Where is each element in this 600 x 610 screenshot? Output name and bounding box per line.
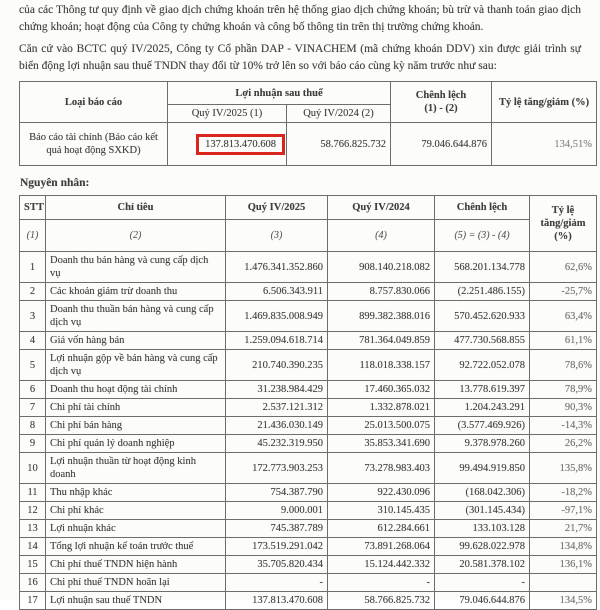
row-ty-le: 63,4%: [530, 301, 597, 332]
summary-header-q4-2025: Quý IV/2025 (1): [168, 105, 287, 123]
row-stt: 14: [20, 538, 46, 556]
row-chenh-lech: 9.378.978.260: [435, 435, 530, 453]
row-chenh-lech: (3.577.469.926): [435, 417, 530, 435]
row-q4-2025: 745.387.789: [226, 520, 328, 538]
summary-header-profit-group: Lợi nhuận sau thuế: [168, 82, 391, 105]
row-ty-le: -18,2%: [530, 484, 597, 502]
row-chenh-lech: -: [435, 574, 530, 592]
table-row: [20, 332, 597, 350]
summary-header-q4-2024: Quý IV/2024 (2): [287, 105, 391, 123]
row-ty-le: -14,3%: [530, 417, 597, 435]
table-row: [20, 252, 597, 283]
row-chenh-lech: 477.730.568.855: [435, 332, 530, 350]
table-row: [20, 417, 597, 435]
row-chi-tieu: Chi phí tài chính: [46, 399, 226, 417]
intro-paragraph-2: Căn cứ vào BCTC quý IV/2025, Công ty Cổ phần DAP - VINACHEM (mã chứng khoán DDV) xin được giải trình sự biến động lợi nhuận sau thuế TNDN thay đổi từ 10% trở lên so với báo cáo cùng kỳ năm trước như sau:: [19, 43, 581, 72]
row-chenh-lech: 99.494.919.850: [435, 453, 530, 484]
row-stt: 10: [20, 453, 46, 484]
row-q4-2024: 15.124.442.332: [328, 556, 435, 574]
row-q4-2024: 17.460.365.032: [328, 381, 435, 399]
row-chi-tieu: Chi phí thuế TNDN hoãn lại: [46, 574, 226, 592]
detail-subheader-2: (2): [46, 220, 226, 252]
row-stt: 12: [20, 502, 46, 520]
row-chenh-lech: (168.042.306): [435, 484, 530, 502]
row-q4-2025: 21.436.030.149: [226, 417, 328, 435]
row-q4-2025: 1.476.341.352.860: [226, 252, 328, 283]
row-chi-tieu: Giá vốn hàng bán: [46, 332, 226, 350]
detail-subheader-1: (1): [20, 220, 46, 252]
detail-header-q4-2024: Quý IV/2024: [328, 196, 435, 220]
row-chi-tieu: Doanh thu hoạt động tài chính: [46, 381, 226, 399]
row-q4-2024: 612.284.661: [328, 520, 435, 538]
row-chi-tieu: Tổng lợi nhuận kế toán trước thuế: [46, 538, 226, 556]
row-chenh-lech: 570.452.620.933: [435, 301, 530, 332]
table-row: [20, 381, 597, 399]
row-chenh-lech: 92.722.052.078: [435, 350, 530, 381]
summary-pct-value: 134,51%: [492, 123, 597, 166]
summary-header-report-type: Loại báo cáo: [20, 82, 168, 123]
row-q4-2025: 172.773.903.253: [226, 453, 328, 484]
row-q4-2025: 9.000.001: [226, 502, 328, 520]
row-q4-2025: 1.259.094.618.714: [226, 332, 328, 350]
row-chi-tieu: Thu nhập khác: [46, 484, 226, 502]
row-q4-2024: 1.332.878.021: [328, 399, 435, 417]
row-q4-2025: 6.506.343.911: [226, 283, 328, 301]
row-chenh-lech: 1.204.243.291: [435, 399, 530, 417]
row-stt: 7: [20, 399, 46, 417]
row-stt: 16: [20, 574, 46, 592]
row-q4-2025: 2.537.121.312: [226, 399, 328, 417]
row-chenh-lech: 568.201.134.778: [435, 252, 530, 283]
summary-q4-2025-cell: [168, 123, 287, 166]
row-chenh-lech: 133.103.128: [435, 520, 530, 538]
row-ty-le: 78,9%: [530, 381, 597, 399]
row-stt: 9: [20, 435, 46, 453]
row-q4-2024: 8.757.830.066: [328, 283, 435, 301]
row-ty-le: -25,7%: [530, 283, 597, 301]
table-row: [20, 520, 597, 538]
row-ty-le: 134,5%: [530, 592, 597, 610]
detail-header-chenh-lech: Chênh lệch: [435, 196, 530, 220]
summary-data-row: [20, 123, 597, 166]
row-q4-2024: -: [328, 574, 435, 592]
row-q4-2024: 25.013.500.075: [328, 417, 435, 435]
table-row: [20, 484, 597, 502]
table-row: [20, 301, 597, 332]
summary-header-diff-line1: Chênh lệch: [415, 90, 467, 101]
row-chi-tieu: Doanh thu bán hàng và cung cấp dịch vụ: [46, 252, 226, 283]
row-stt: 1: [20, 252, 46, 283]
summary-header-diff: [391, 82, 492, 123]
row-q4-2024: 35.853.341.690: [328, 435, 435, 453]
row-q4-2024: 118.018.338.157: [328, 350, 435, 381]
row-q4-2024: 310.145.435: [328, 502, 435, 520]
row-ty-le: 62,6%: [530, 252, 597, 283]
row-chi-tieu: Chi phí khác: [46, 502, 226, 520]
row-stt: 6: [20, 381, 46, 399]
row-ty-le: [530, 574, 597, 592]
row-q4-2025: 754.387.790: [226, 484, 328, 502]
row-ty-le: 61,1%: [530, 332, 597, 350]
row-q4-2025: 173.519.291.042: [226, 538, 328, 556]
detail-header-ty-le: Tỷ lệ tăng/giảm (%): [530, 196, 597, 252]
row-q4-2024: 73.278.983.403: [328, 453, 435, 484]
summary-diff-value: 79.046.644.876: [391, 123, 492, 166]
table-row: [20, 592, 597, 610]
row-stt: 15: [20, 556, 46, 574]
row-chi-tieu: Doanh thu thuần bán hàng và cung cấp dịch vụ: [46, 301, 226, 332]
row-ty-le: 136,1%: [530, 556, 597, 574]
row-q4-2024: 58.766.825.732: [328, 592, 435, 610]
table-row: [20, 283, 597, 301]
row-stt: 8: [20, 417, 46, 435]
summary-report-type: Báo cáo tài chính (Báo cáo kết quả hoạt động SXKD): [20, 123, 168, 166]
row-q4-2025: 31.238.984.429: [226, 381, 328, 399]
row-stt: 13: [20, 520, 46, 538]
row-q4-2024: 922.430.096: [328, 484, 435, 502]
table-row: [20, 399, 597, 417]
row-ty-le: -97,1%: [530, 502, 597, 520]
row-q4-2025: 137.813.470.608: [226, 592, 328, 610]
row-stt: 17: [20, 592, 46, 610]
row-chi-tieu: Chi phí bán hàng: [46, 417, 226, 435]
detail-subheader-5: (5) = (3) - (4): [435, 220, 530, 252]
detail-subheader-3: (3): [226, 220, 328, 252]
row-q4-2025: 45.232.319.950: [226, 435, 328, 453]
row-chi-tieu: Lợi nhuận gộp về bán hàng và cung cấp dịch vụ: [46, 350, 226, 381]
row-q4-2025: -: [226, 574, 328, 592]
summary-q4-2024-value: 58.766.825.732: [287, 123, 391, 166]
row-q4-2024: 781.364.049.859: [328, 332, 435, 350]
table-row: [20, 574, 597, 592]
detail-table: [19, 195, 597, 610]
table-row: [20, 556, 597, 574]
row-q4-2024: 73.891.268.064: [328, 538, 435, 556]
table-row: [20, 453, 597, 484]
row-ty-le: 21,7%: [530, 520, 597, 538]
row-stt: 5: [20, 350, 46, 381]
row-chenh-lech: (2.251.486.155): [435, 283, 530, 301]
row-chenh-lech: (301.145.434): [435, 502, 530, 520]
row-stt: 2: [20, 283, 46, 301]
row-chi-tieu: Lợi nhuận thuần từ hoạt động kinh doanh: [46, 453, 226, 484]
row-q4-2024: 899.382.388.016: [328, 301, 435, 332]
row-ty-le: 78,6%: [530, 350, 597, 381]
table-row: [20, 435, 597, 453]
detail-header-q4-2025: Quý IV/2025: [226, 196, 328, 220]
row-chi-tieu: Các khoản giảm trừ doanh thu: [46, 283, 226, 301]
detail-header-chi-tieu: Chỉ tiêu: [46, 196, 226, 220]
row-chenh-lech: 20.581.378.102: [435, 556, 530, 574]
summary-header-pct: Tỷ lệ tăng/giảm (%): [492, 82, 597, 123]
red-highlight-box: [196, 134, 285, 155]
summary-table: [19, 81, 597, 166]
row-q4-2025: 210.740.390.235: [226, 350, 328, 381]
highlighted-profit-value: 137.813.470.608: [205, 138, 276, 150]
row-ty-le: 134,8%: [530, 538, 597, 556]
row-stt: 3: [20, 301, 46, 332]
table-row: [20, 350, 597, 381]
table-row: [20, 502, 597, 520]
row-ty-le: 26,2%: [530, 435, 597, 453]
row-stt: 4: [20, 332, 46, 350]
summary-header-diff-line2: (1) - (2): [424, 103, 458, 114]
row-chi-tieu: Chi phí quản lý doanh nghiệp: [46, 435, 226, 453]
row-stt: 11: [20, 484, 46, 502]
row-chi-tieu: Lợi nhuận khác: [46, 520, 226, 538]
row-chi-tieu: Chi phí thuế TNDN hiện hành: [46, 556, 226, 574]
row-chi-tieu: Lợi nhuận sau thuế TNDN: [46, 592, 226, 610]
row-q4-2025: 35.705.820.434: [226, 556, 328, 574]
table-row: [20, 538, 597, 556]
row-chenh-lech: 13.778.619.397: [435, 381, 530, 399]
detail-header-stt: STT: [20, 196, 46, 220]
intro-paragraph-1: của các Thông tư quy định về giao dịch chứng khoán trên hệ thống giao dịch chứng khoán; bù trừ và thanh toán giao dịch chứng khoán; hoạt động của Công ty chứng khoán và công bố thông tin trên thị trường chứng khoán.: [19, 4, 581, 33]
row-chenh-lech: 79.046.644.876: [435, 592, 530, 610]
row-q4-2024: 908.140.218.082: [328, 252, 435, 283]
row-q4-2025: 1.469.835.008.949: [226, 301, 328, 332]
row-ty-le: 90,3%: [530, 399, 597, 417]
row-ty-le: 135,8%: [530, 453, 597, 484]
detail-subheader-4: (4): [328, 220, 435, 252]
reason-heading: Nguyên nhân:: [20, 177, 90, 189]
row-chenh-lech: 99.628.022.978: [435, 538, 530, 556]
